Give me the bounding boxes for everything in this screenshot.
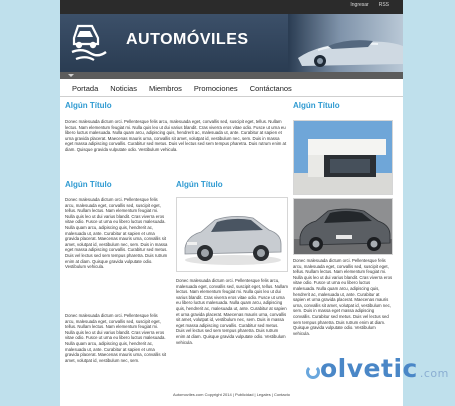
left-column-text-2: Donec malesuada dictum orci. Pellentesque felis arcu, malesuada eget, convallis sed, suscipit eget, tellus. Nullam lectus. Nam elementum feugiat mi. Nulla quis leo ut dui varius blandit. Cras viverra eros vitae odio. Fusce ut urna eu libero luctus malesuada. Nulla quam arcu, adipiscing quis, hendrerit ac, malesuada ut, ante. Curabitur at sapien et urna gravida placerat. Maecenas mauris urna, convallis sit amet, volutpat id, vestibulum nec, sem. <box>65 313 167 363</box>
left-column-text-1: Donec malesuada dictum orci. Pellentesque felis arcu, malesuada eget, convallis sed, suscipit eget, tellus. Nullam lectus. Nam elementum feugiat mi. Nulla quis leo ut dui varius blandit. Cras viverra eros vitae odio. Fusce ut urna eu libero luctus malesuada. Nulla quam arcu, adipiscing quis, hendrerit ac, malesuada ut, ante. Curabitur at sapien et urna gravida placerat. Maecenas mauris urna, convallis sit amet, volutpat id, vestibulum nec, sem. Duis in massa eget massa adipiscing convallis. Curabitur sed metus. Duis vel lectus sed sem tempus pharetra. Duis rutrum enim at diam. Quisque gravida vulputate odio. Vestibulum vehicula. <box>65 197 168 270</box>
login-link[interactable]: Ingresar <box>350 2 369 8</box>
header-subbar <box>60 72 403 79</box>
watermark-brand: olvetic <box>320 354 418 383</box>
watermark-logo <box>320 354 449 383</box>
top-bar <box>60 0 403 14</box>
main-title: Algún Título <box>65 101 112 110</box>
main-text: Donec malesuada dictum orci. Pellentesque felis arcu, malesuada eget, convallis sed, suscipit eget, tellus. Nullam lectus. Nam elementum feugiat mi. Nulla quis leo ut dui varius blandit. Cras viverra eros vitae odio. Fusce ut urna eu libero luctus malesuada. Nulla quam arcu, adipiscing quis, hendrerit ac, malesuada ut, ante. Curabitur at sapien et urna gravida placerat. Maecenas mauris urna, convallis sit amet, volutpat id, vestibulum nec, sem. Duis in massa eget massa adipiscing convallis. Curabitur sed metus. Duis vel lectus sed sem tempus pharetra. Duis rutrum enim at diam. Quisque gravida vulputate odio. Vestibulum vehicula. <box>65 119 287 152</box>
left-column-title: Algún Título <box>65 180 112 189</box>
house-image <box>293 120 393 195</box>
sidebar-text: Donec malesuada dictum orci. Pellentesque felis arcu, malesuada eget, convallis sed, suscipit eget, tellus. Nullam lectus. Nam elementum feugiat mi. Nulla quis leo ut dui varius blandit. Cras viverra eros vitae odio. Fusce ut urna eu libero luctus malesuada. Nulla quam arcu, adipiscing quis, hendrerit ac, malesuada ut, ante. Curabitur at sapien et urna gravida placerat. Maecenas mauris urna, convallis sit amet, volutpat id, vestibulum nec, sem. Duis in massa eget massa adipiscing convallis. Curabitur sed metus. Duis vel lectus sed sem tempus pharetra. Duis rutrum enim at diam. Quisque gravida vulputate odio. Vestibulum vehicula. <box>293 258 393 336</box>
top-links <box>350 2 389 8</box>
middle-car-image <box>176 197 288 272</box>
rss-link[interactable]: RSS <box>378 2 389 8</box>
car-logo-icon <box>68 20 108 64</box>
nav-item-noticias[interactable]: Noticias <box>110 83 137 93</box>
sidebar-car-image <box>293 198 393 255</box>
nav-item-miembros[interactable]: Miembros <box>148 83 182 93</box>
watermark-tld: .com <box>419 367 449 380</box>
grey-suv-icon <box>294 199 393 255</box>
dropdown-arrow-icon <box>68 74 74 77</box>
nav-item-promociones[interactable]: Promociones <box>193 83 238 93</box>
nav-item-portada[interactable]: Portada <box>72 83 99 93</box>
site-title[interactable]: AUTOMÓVILES <box>126 31 249 48</box>
middle-column-text: Donec malesuada dictum orci. Pellentesque felis arcu, malesuada eget, convallis sed, suscipit eget, tellus. Nullam lectus. Nam elementum feugiat mi. Nulla quis leo ut dui varius blandit. Cras viverra eros vitae odio. Fusce ut urna eu libero luctus malesuada. Nulla quam arcu, adipiscing quis, hendrerit ac, malesuada ut, ante. Curabitur at sapien et urna gravida placerat. Maecenas mauris urna, convallis sit amet, volutpat id, vestibulum nec, sem. Duis in massa eget massa adipiscing convallis. Curabitur sed metus. Duis vel lectus sed sem tempus pharetra. Duis rutrum enim at diam. Quisque gravida vulputate odio. Vestibulum vehicula. <box>176 278 289 345</box>
site-header <box>60 14 403 72</box>
main-nav <box>60 80 403 96</box>
nav-divider <box>60 96 403 97</box>
silver-car-icon <box>177 198 288 272</box>
sidebar-title: Algún Título <box>293 101 340 110</box>
modern-house-icon <box>294 121 393 195</box>
footer: Automoviles.com Copyright 2014 | Publicidad | Legales | Contacto <box>173 392 290 397</box>
middle-column-title: Algún Título <box>176 180 223 189</box>
watermark-s-icon <box>306 365 320 379</box>
nav-item-contactanos[interactable]: Contáctanos <box>249 83 292 93</box>
header-car-image <box>288 14 403 72</box>
